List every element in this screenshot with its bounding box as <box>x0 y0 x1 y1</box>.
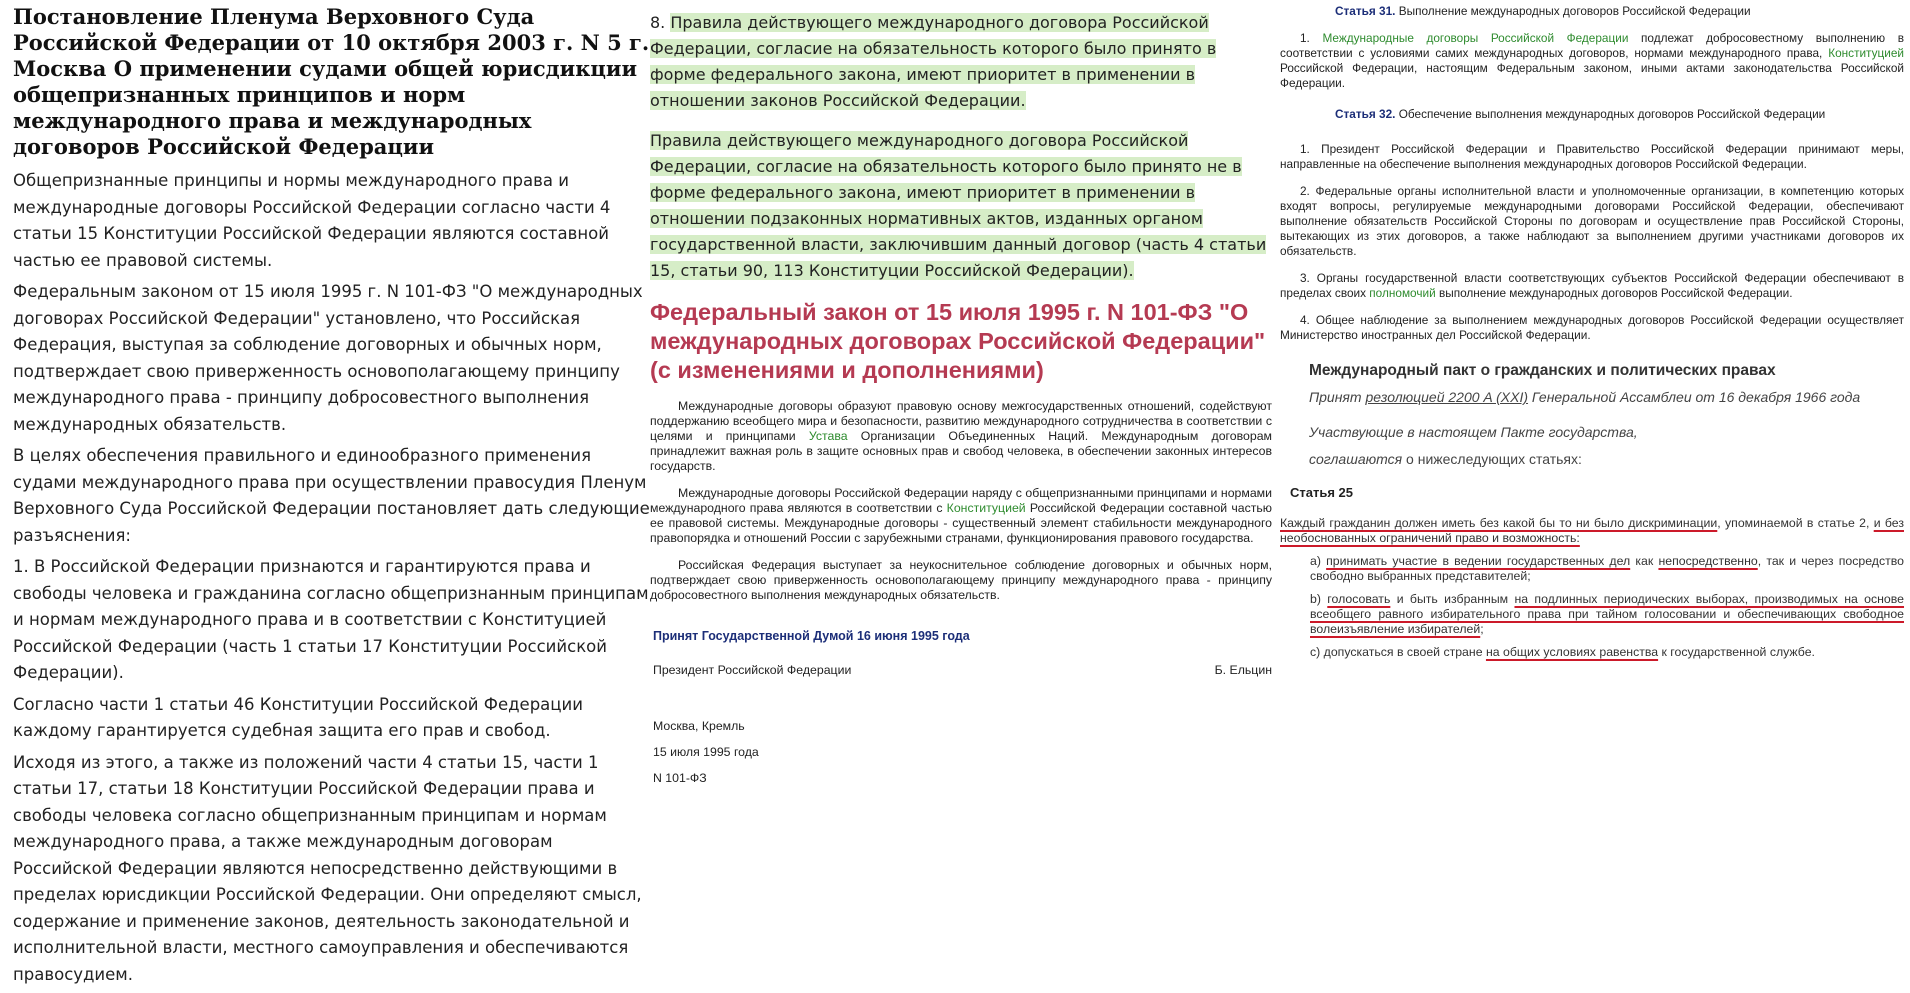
highlighted-rule-1 <box>650 10 1272 114</box>
federal-law-column <box>650 0 1272 791</box>
pact-preamble-2: соглашаются о нижеследующих статьях: <box>1309 451 1582 467</box>
article-31-heading: Статья 31. Выполнение международных договоров Российской Федерации <box>1335 4 1751 18</box>
resolution-paragraph: В целях обеспечения правильного и единообразного применения судами международного права при осуществлении правосудия Пленум Верховного Суда Российской Федерации постановляет дать следующие разъяснения: <box>13 446 650 545</box>
resolution-paragraph: Общепризнанные принципы и нормы международного права и международные договоры Российской Федерации согласно части 4 статьи 15 Конституции Российской Федерации являются составной частью ее правовой системы. <box>13 171 611 270</box>
resolution-title: Постановление Пленума Верховного Суда Российской Федерации от 10 октября 2003 г. N 5 г. Москва О применении судами общей юрисдикции общепризнанных принципов и норм международного права и международных договоров Российской Федерации <box>13 4 650 159</box>
article-25-item-a: a) принимать участие в ведении государственных дел как непосредственно, так и через посредство свободно выбранных представителей; <box>1310 554 1904 583</box>
resolution-link[interactable]: резолюцией 2200 A (XXI) <box>1365 389 1529 405</box>
law-paragraph: Международные договоры Российской Федерации наряду с общепризнанными принципами и нормами международного права являются в соответствии с Конституцией Российской Федерации составной частью ее правовой системы. Международные договоры - существенный элемент стабильности международного правопорядка и отношений России с зарубежными странами, функционирования правового государства. <box>650 486 1272 545</box>
law-preamble <box>650 399 1272 603</box>
law-number: N 101-ФЗ <box>653 771 707 785</box>
article-32-item-1: 1. Президент Российской Федерации и Правительство Российской Федерации принимают меры, направленные на обеспечение выполнения международных договоров Российской Федерации. <box>1280 142 1904 171</box>
article-32-heading: Статья 32. Обеспечение выполнения международных договоров Российской Федерации <box>1335 107 1826 121</box>
signing-place: Москва, Кремль <box>653 719 745 733</box>
president-name: Б. Ельцин <box>1214 663 1272 677</box>
article-25-heading: Статья 25 <box>1290 485 1354 500</box>
article-25-item-c: c) допускаться в своей стране на общих условиях равенства к государственной службе. <box>1310 645 1815 659</box>
article-32-item-3: 3. Органы государственной власти соответствующих субъектов Российской Федерации обеспечивают в пределах своих полномочий выполнение международных договоров Российской Федерации. <box>1280 271 1904 300</box>
signing-date: 15 июля 1995 года <box>653 745 759 759</box>
president-label: Президент Российской Федерации <box>653 663 852 677</box>
article-25-intro: Каждый гражданин должен иметь без какой бы то ни было дискриминации, упоминаемой в статье 2, и без необоснованных ограничений право и возможность: <box>1280 516 1904 545</box>
articles-column <box>1280 0 1904 668</box>
powers-link[interactable]: полномочий <box>1369 286 1436 300</box>
highlighted-rule-2 <box>650 128 1272 284</box>
pact-adoption: Принят резолюцией 2200 A (XXI) Генеральной Ассамблеи от 16 декабря 1966 года <box>1309 389 1861 405</box>
law-meta <box>653 713 1272 791</box>
law-paragraph: Российская Федерация выступает за неукоснительное соблюдение договорных и обычных норм, подтверждает свою приверженность основополагающему принципу международного права - принципу добросовестного выполнения международных обязательств. <box>650 558 1272 602</box>
resolution-paragraph: Согласно части 1 статьи 46 Конституции Российской Федерации каждому гарантируется судебная защита его прав и свобод. <box>13 694 583 740</box>
pact-preamble-1: Участвующие в настоящем Пакте государства, <box>1309 424 1638 440</box>
resolution-paragraph: 1. В Российской Федерации признаются и гарантируются права и свободы человека и гражданина согласно общепризнанным принципам и нормам международного права и в соответствии с Конституцией Российской Федерации (часть 1 статьи 17 Конституции Российской Федерации). <box>13 557 649 682</box>
signature-line <box>653 663 1272 677</box>
resolution-paragraph: Исходя из этого, а также из положений части 4 статьи 15, части 1 статьи 17, статьи 18 Конституции Российской Федерации права и свободы человека согласно общепризнанным принципам и нормам международного права, а также международным договорам Российской Федерации являются непосредственно действующими в пределах юрисдикции Российской Федерации. Они определяют смысл, содержание и применение законов, деятельность законодательной и исполнительной власти, местного самоуправления и обеспечиваются правосудием. <box>13 752 642 984</box>
article-32-item-4: 4. Общее наблюдение за выполнением международных договоров Российской Федерации осуществляет Министерство иностранных дел Российской Федерации. <box>1280 313 1904 342</box>
law-title: Федеральный закон от 15 июля 1995 г. N 101-ФЗ "О международных договорах Российской Федерации" (с изменениями и дополнениями) <box>650 299 1266 383</box>
highlighted-text: Правила действующего международного договора Российской Федерации, согласие на обязательность которого было принято не в форме федерального закона, имеют приоритет в применении в отношении подзаконных нормативных актов, изданных органом государственной власти, заключившим данный договор (часть 4 статьи 15, статьи 90, 113 Конституции Российской Федерации). <box>650 131 1267 280</box>
treaties-link[interactable]: Международные договоры Российской Федерации <box>1322 31 1629 45</box>
resolution-paragraph: Федеральным законом от 15 июля 1995 г. N 101-ФЗ "О международных договорах Российской Федерации" установлено, что Российская Федерация, выступая за соблюдение договорных и обычных норм, подтверждает свою приверженность основополагающему принципу международного права - принципу добросовестного выполнения международных обязательств. <box>13 282 643 434</box>
rule-number: 8. <box>650 13 671 32</box>
constitution-link[interactable]: Конституцией <box>1828 46 1904 60</box>
article-25-body <box>1280 516 1904 660</box>
highlighted-text: Правила действующего международного договора Российской Федерации, согласие на обязательность которого было принято в форме федерального закона, имеют приоритет в применении в отношении законов Российской Федерации. <box>650 13 1217 110</box>
pact-title: Международный пакт о гражданских и политических правах <box>1309 362 1776 379</box>
resolution-column <box>10 0 650 993</box>
adoption-note: Принят Государственной Думой 16 июня 1995 года <box>653 629 970 643</box>
constitution-link[interactable]: Конституцией <box>946 501 1026 515</box>
article-25-item-b: b) голосовать и быть избранным на подлинных периодических выборах, производимых на основе всеобщего равного избирательного права при тайном голосовании и обеспечивающих свободное волеизъявление избирателей; <box>1310 592 1905 636</box>
article-32-item-2: 2. Федеральные органы исполнительной власти и уполномоченные организации, в компетенцию которых входят вопросы, регулируемые международными договорами Российской Федерации, обеспечивают выполнение обязательств Российской Стороны по договорам и осуществление прав Российской Стороны, вытекающих из этих договоров, а также наблюдают за выполнением другими участниками договоров их обязательств. <box>1280 184 1904 258</box>
law-paragraph: Международные договоры образуют правовую основу межгосударственных отношений, содействуют поддержанию всеобщего мира и безопасности, развитию международного сотрудничества в соответствии с целями и принципами Устава Организации Объединенных Наций. Международным договорам принадлежит важная роль в защите основных прав и свобод человека, в обеспечении законных интересов государств. <box>650 399 1272 473</box>
article-31-item-1: 1. Международные договоры Российской Федерации подлежат добросовестному выполнению в соответствии с условиями самих международных договоров, нормами международного права, Конституцией Российской Федерации, настоящим Федеральным законом, иными актами законодательства Российской Федерации. <box>1280 31 1904 90</box>
un-charter-link[interactable]: Устава <box>808 429 848 443</box>
